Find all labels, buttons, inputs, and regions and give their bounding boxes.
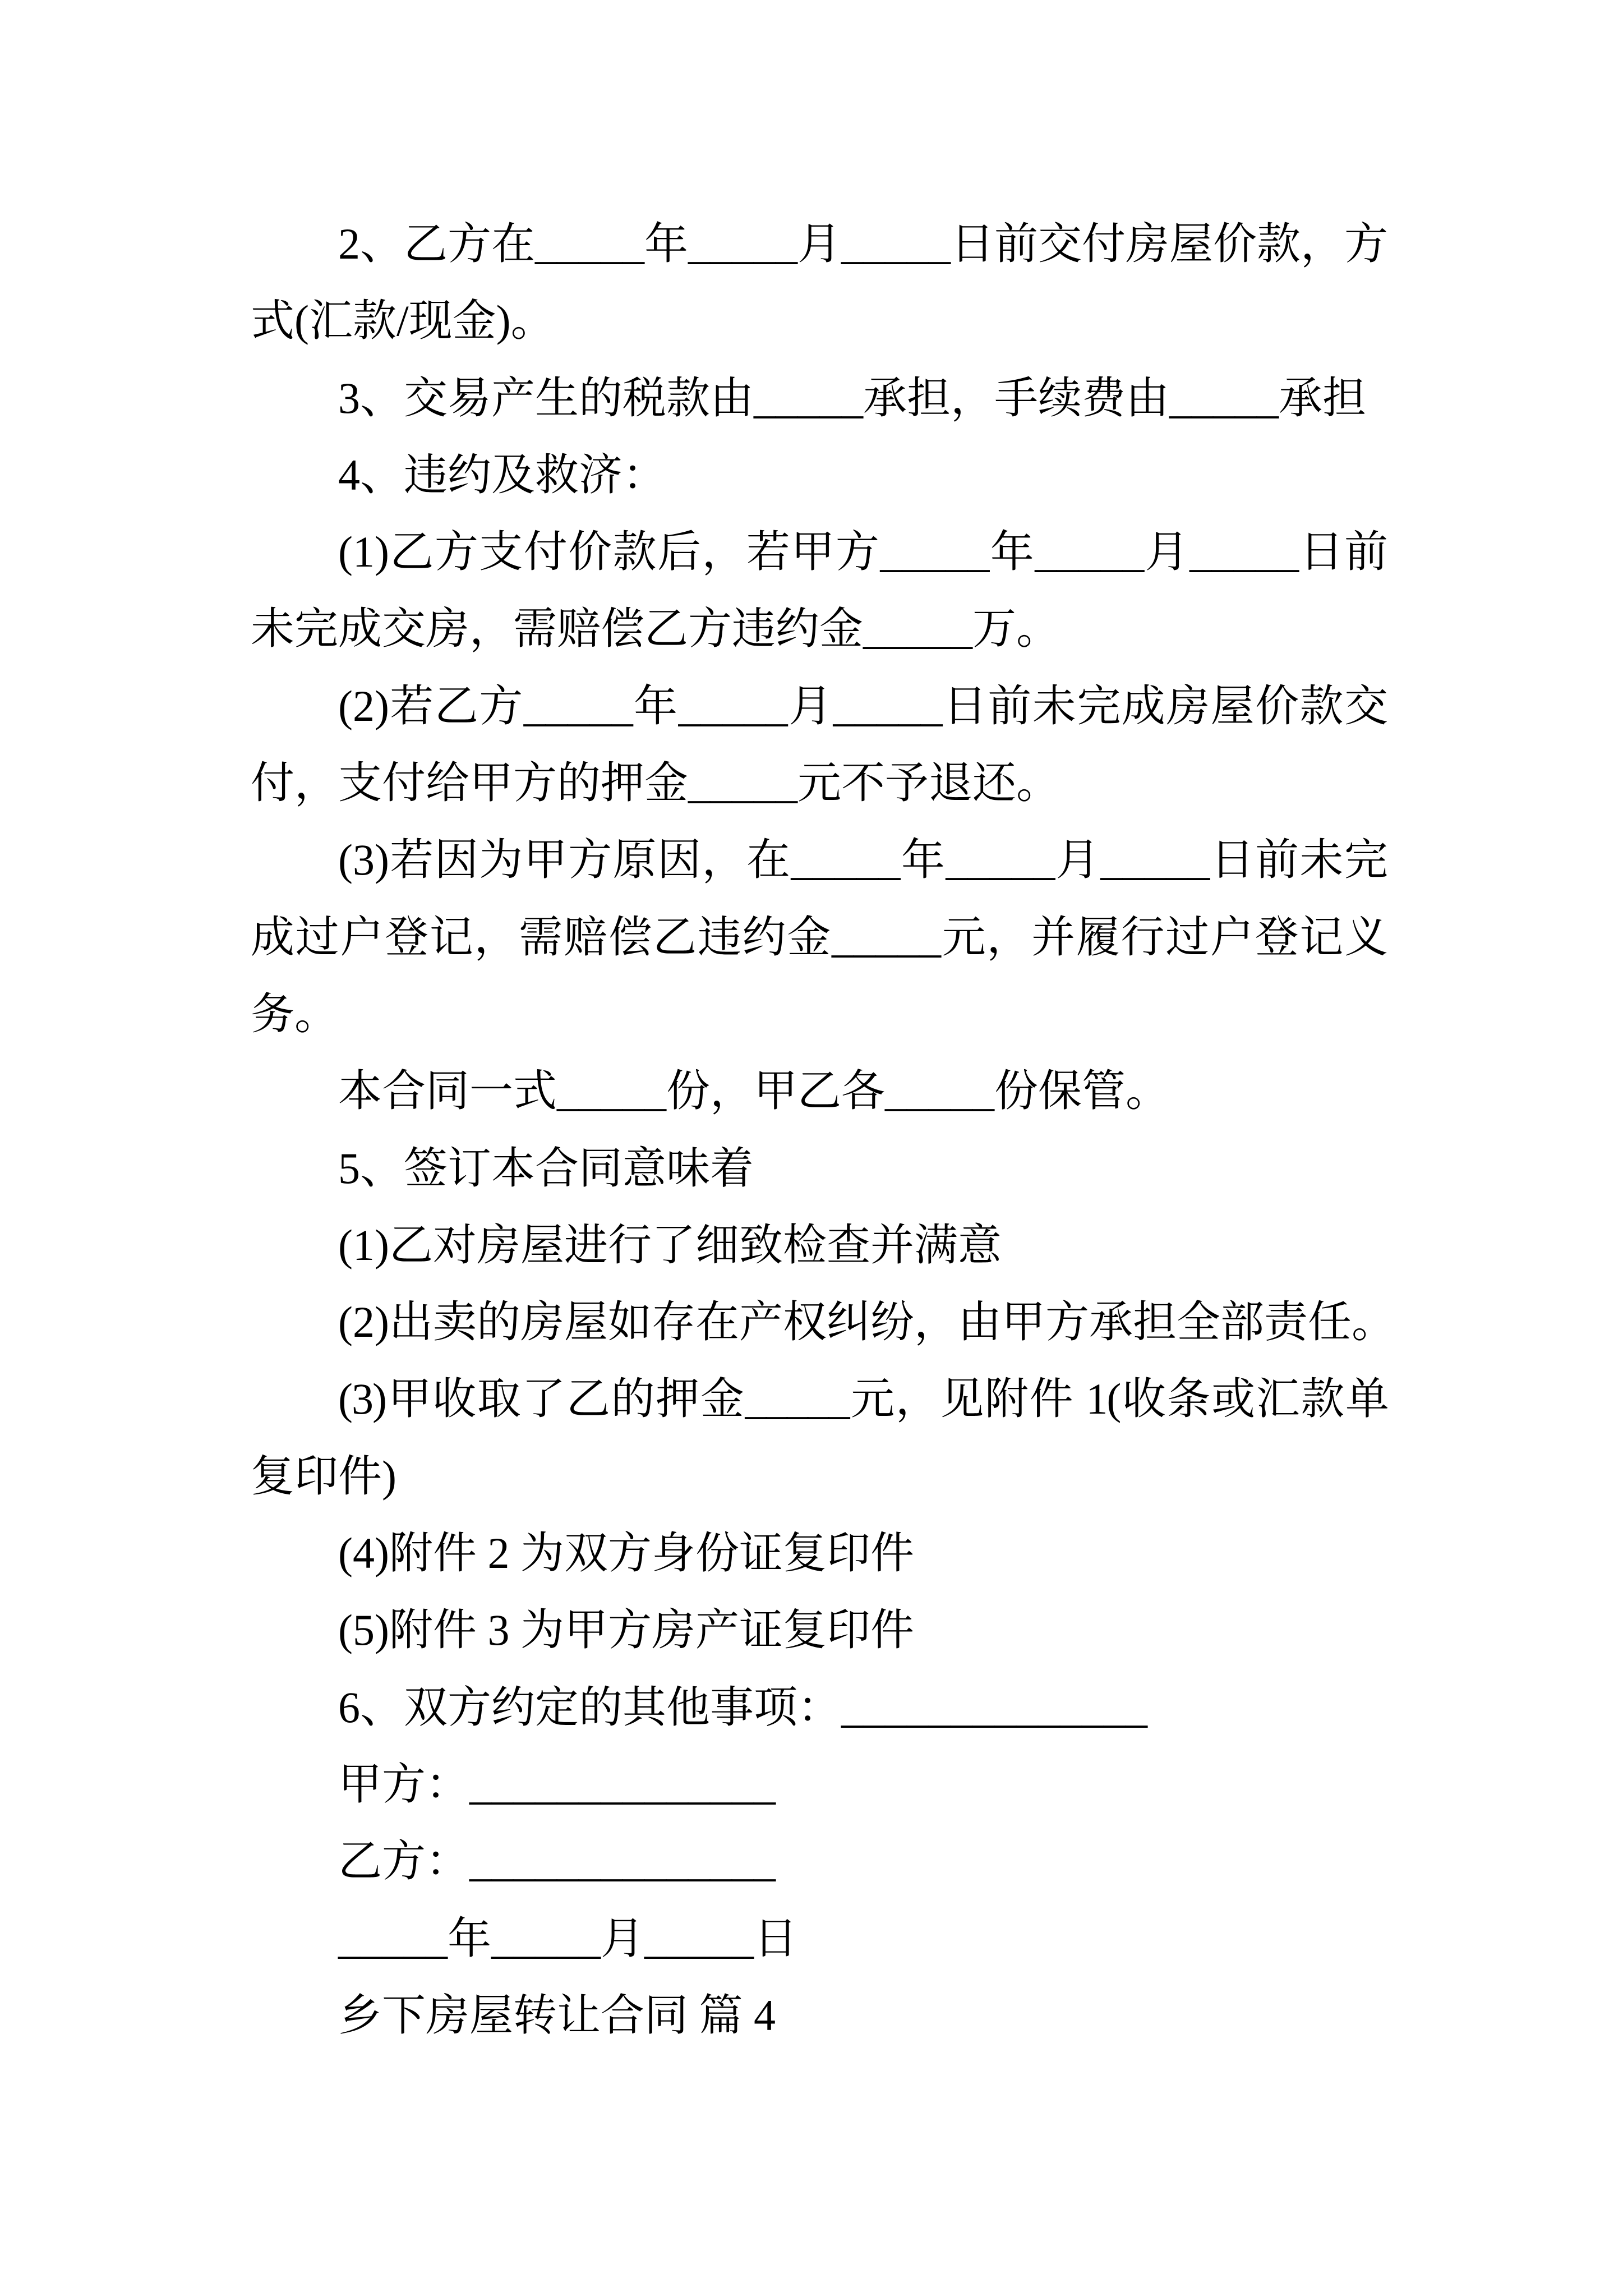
paragraph-line: 乙方：______________ xyxy=(338,1837,776,1886)
paragraph-line: 3、交易产生的税款由_____承担，手续费由_____承担 xyxy=(338,373,1367,422)
paragraph-breach-item-2 xyxy=(251,668,1388,822)
paragraph-line: 乡下房屋转让合同 篇 4 xyxy=(338,1990,776,2040)
paragraph-signing-item-3 xyxy=(251,1360,1388,1515)
signing-date-line xyxy=(251,1900,1388,1977)
party-b-signature-line xyxy=(251,1823,1388,1899)
paragraph-tax-clause xyxy=(251,360,1388,436)
paragraph-line: 4、违约及救济： xyxy=(338,450,667,499)
paragraph-payment-clause xyxy=(251,205,1388,360)
paragraph-signing-item-5 xyxy=(251,1591,1388,1668)
paragraph-line: (5)附件 3 为甲方房产证复印件 xyxy=(338,1605,914,1655)
paragraph-line: 2、乙方在_____年_____月_____日前交付房屋价款，方 xyxy=(338,219,1389,268)
paragraph-line: (3)若因为甲方原因，在_____年_____月_____日前未完 xyxy=(338,835,1388,885)
paragraph-signing-item-2 xyxy=(251,1283,1395,1360)
paragraph-line: (2)若乙方_____年_____月_____日前未完成房屋价款交 xyxy=(338,681,1388,730)
paragraph-line: 成过户登记，需赔偿乙违约金_____元，并履行过户登记义 xyxy=(251,912,1388,961)
paragraph-copies-clause xyxy=(251,1052,1388,1129)
paragraph-signing-item-1 xyxy=(251,1207,1388,1283)
paragraph-line: (1)乙对房屋进行了细致检查并满意 xyxy=(338,1220,1002,1269)
paragraph-line: (2)出卖的房屋如存在产权纠纷，由甲方承担全部责任。 xyxy=(338,1297,1395,1347)
paragraph-breach-item-1 xyxy=(251,513,1388,668)
paragraph-signing-item-4 xyxy=(251,1515,1388,1591)
paragraph-line: 6、双方约定的其他事项：______________ xyxy=(338,1682,1148,1732)
paragraph-line: 式(汇款/现金)。 xyxy=(251,296,555,346)
paragraph-other-matters xyxy=(251,1669,1388,1746)
paragraph-line: 复印件) xyxy=(251,1451,396,1501)
paragraph-line: 本合同一式_____份，甲乙各_____份保管。 xyxy=(338,1066,1170,1116)
paragraph-line: 付，支付给甲方的押金_____元不予退还。 xyxy=(251,758,1061,808)
paragraph-line: _____年_____月_____日 xyxy=(338,1913,798,1963)
paragraph-breach-item-3 xyxy=(251,821,1388,1052)
paragraph-line: (3)甲收取了乙的押金_____元，见附件 1(收条或汇款单 xyxy=(338,1374,1388,1424)
paragraph-line: (1)乙方支付价款后，若甲方_____年_____月_____日前 xyxy=(338,527,1388,577)
document-body xyxy=(251,205,1395,2054)
paragraph-line: 务。 xyxy=(251,989,339,1038)
party-a-signature-line xyxy=(251,1746,1388,1823)
next-section-title xyxy=(251,1977,1388,2054)
paragraph-line: 甲方：______________ xyxy=(338,1759,776,1809)
paragraph-line: 未完成交房，需赔偿乙方违约金_____万。 xyxy=(251,604,1061,654)
paragraph-breach-heading xyxy=(251,436,1388,513)
paragraph-line: 5、签订本合同意味着 xyxy=(338,1143,754,1193)
paragraph-signing-heading xyxy=(251,1130,1388,1207)
paragraph-line: (4)附件 2 为双方身份证复印件 xyxy=(338,1529,914,1578)
